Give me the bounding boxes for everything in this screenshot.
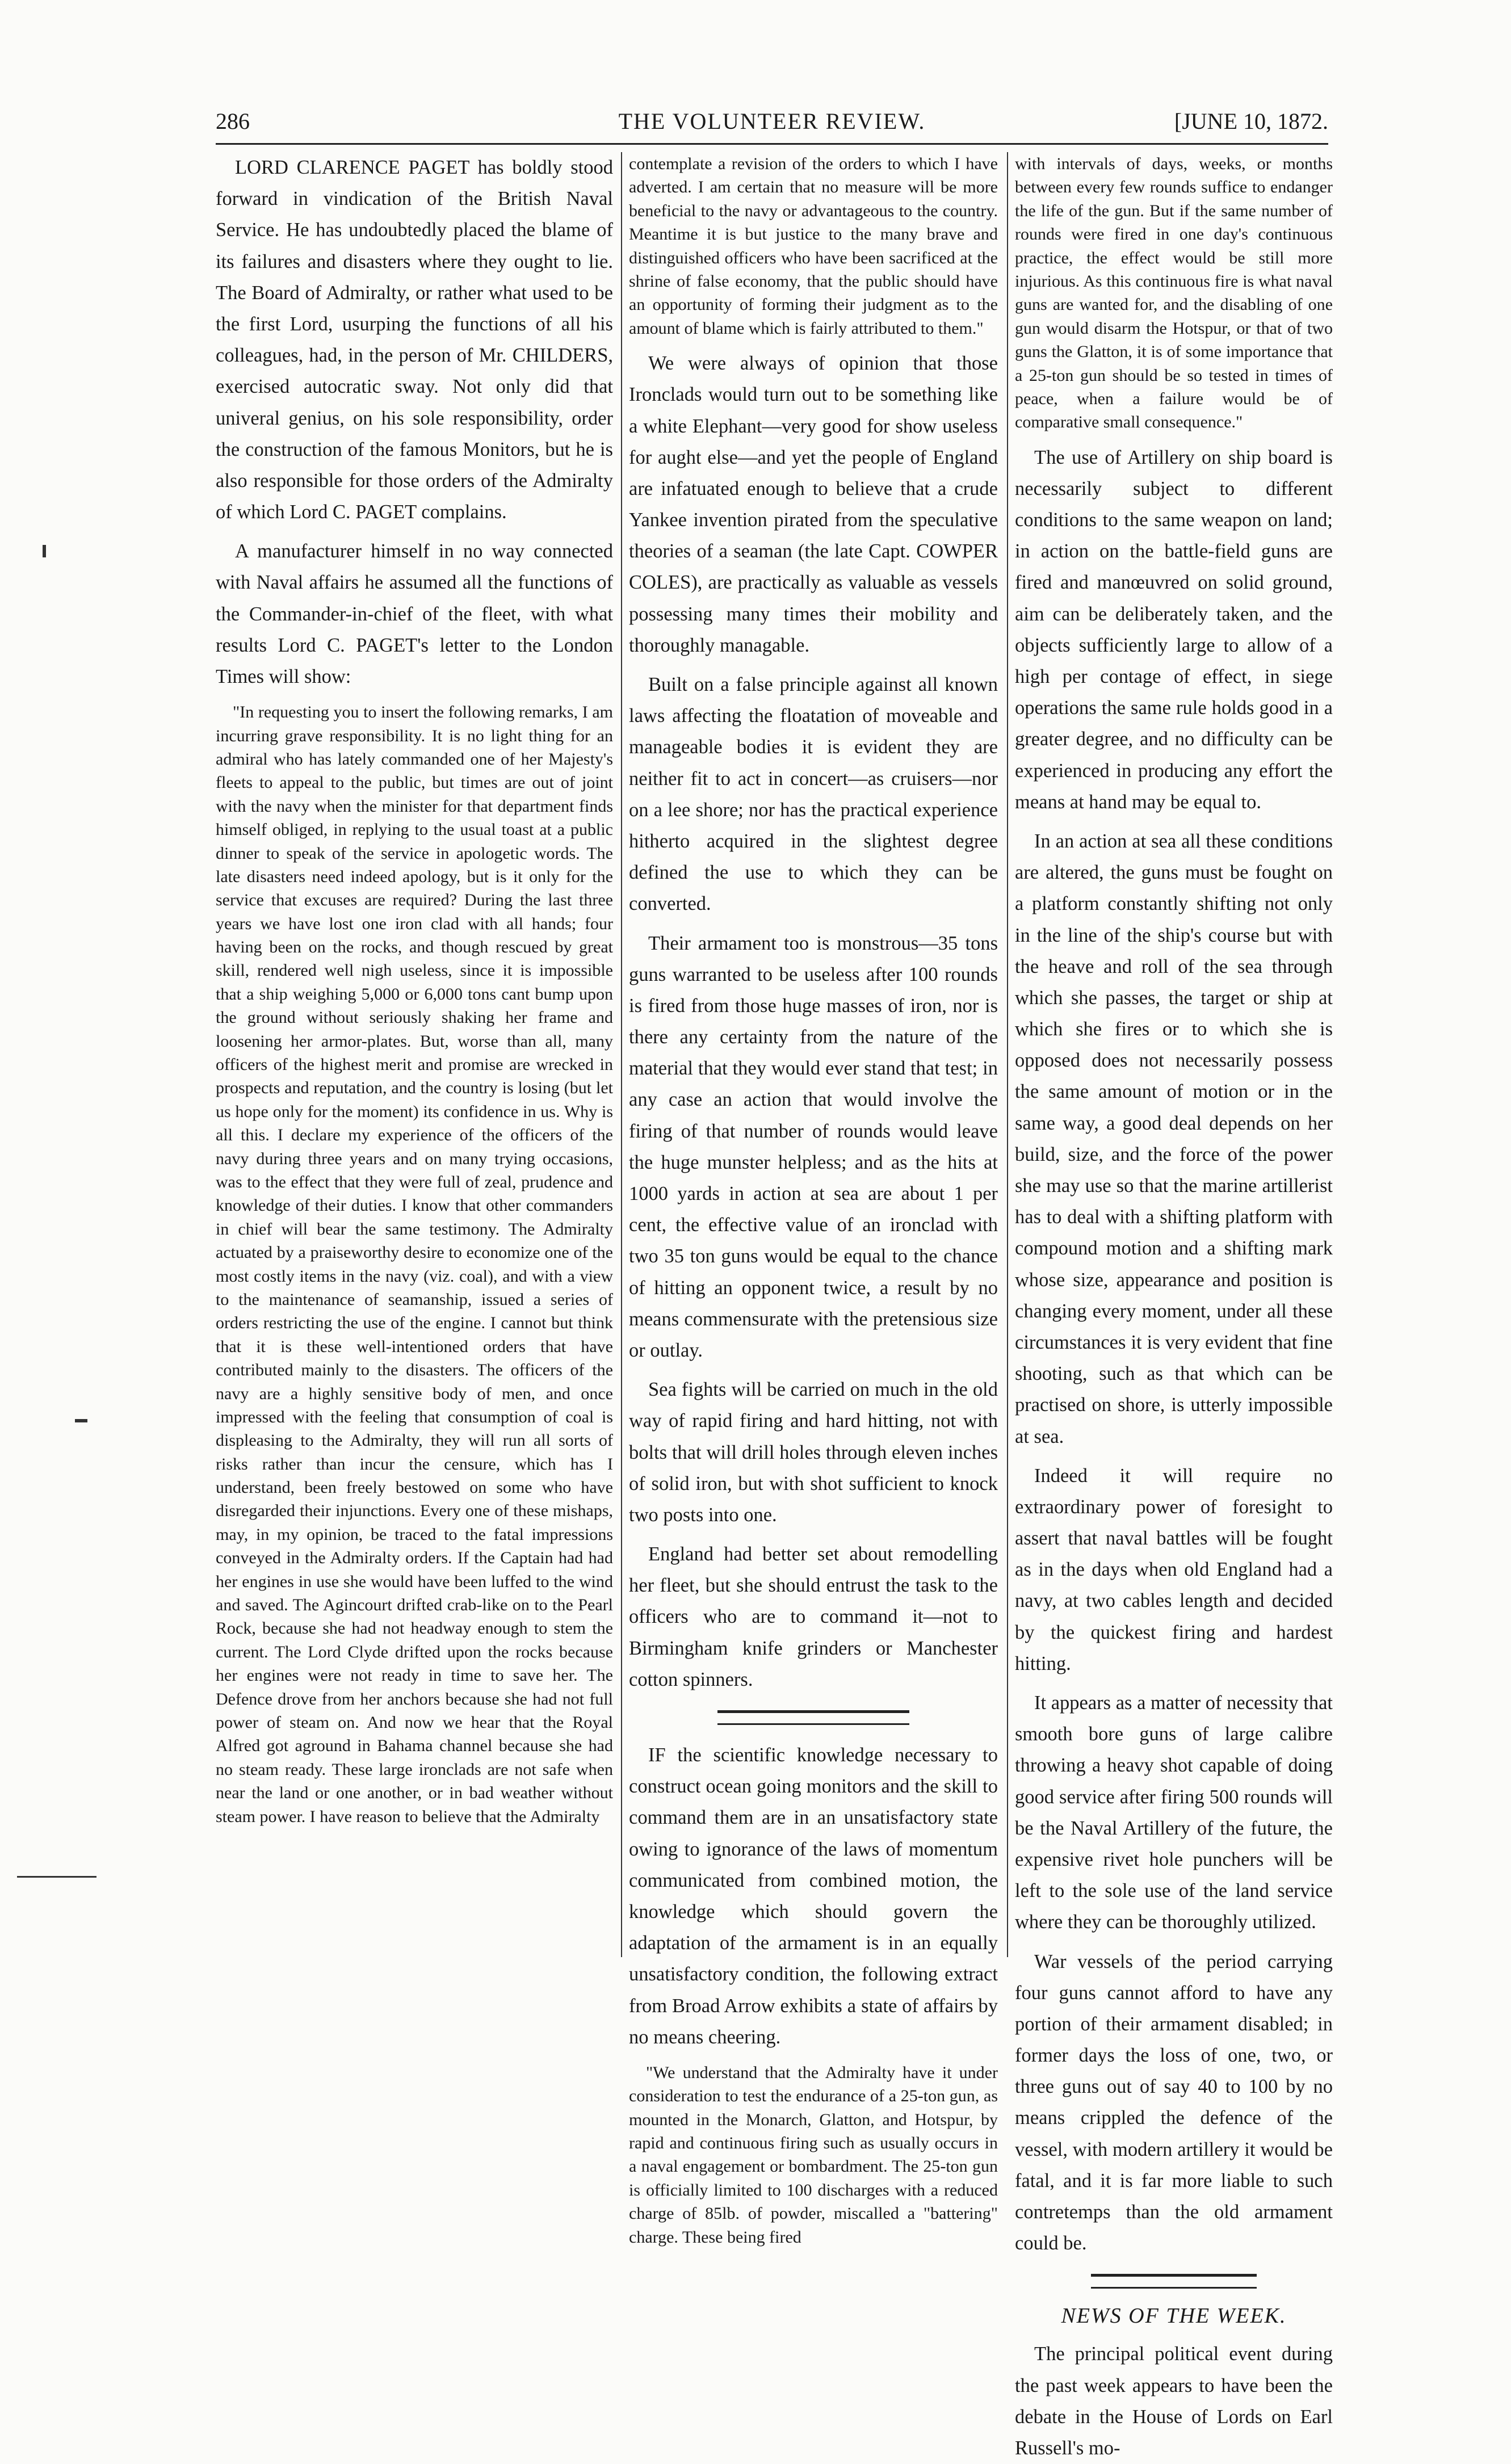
column-2	[629, 152, 998, 2247]
paragraph-war-vessels: War vessels of the period carrying four guns cannot afford to have any portion of their armament disabled; in former days the loss of one, two, or three guns out of say 40 to 100 by no means crippled the defence of the vessel, with modern artillery it would be fatal, and it is far more liable to such contretemps than the old armament could be.	[1015, 1950, 1333, 2255]
margin-mark	[75, 1419, 87, 1422]
publication-title: THE VOLUNTEER REVIEW.	[618, 108, 926, 134]
quoted-letter-continued: contemplate a revision of the orders to which I have adverted. I am certain that no measure will be more beneficial to the navy or advantageous to the country. Meantime it is but justice to the many brave and distinguished officers who have been sacrificed at the shrine of false economy, that the public should have an opportunity of forming their judgment as to the amount of blame which is fairly attributed to them."	[629, 154, 998, 338]
section-separator	[717, 1710, 909, 1725]
column-divider-2	[1007, 152, 1008, 1957]
page-header	[216, 108, 1328, 142]
paragraph-paget-intro: LORD CLARENCE PAGET has boldly stood forward in vindication of the British Naval Service. He has undoubtedly placed the blame of its failures and disasters where they ought to lie. The Board of Admiralty, or rather what used to be the first Lord, usurping the functions of all his colleagues, had, in the person of Mr. CHILDERS, exercised autocratic sway. Not only did that univeral genius, on his sole responsibility, order the construction of the famous Monitors, but he is also responsible for those orders of the Admiralty of which Lord C. PAGET complains.	[216, 157, 613, 523]
paragraph-foresight: Indeed it will require no extraordinary power of foresight to assert that naval battles will be fought as in the days when old England had a navy, at two cables length and decided by the quickest firing and hardest hitting.	[1015, 1464, 1333, 1674]
paragraph-armament: Their armament too is monstrous—35 tons guns warranted to be useless after 100 rounds is fired from those huge masses of iron, nor is there any certainty from the nature of the material that they would ever stand that test; in any case an action that would involve the firing of that number of rounds would leave the huge munster helpless; and as the hits at 1000 yards in action at sea are about 1 per cent, the effective value of an ironclad with two 35 ton guns would be equal to the chance of hitting an opponent twice, a result by no means commensurate with the pretensious size or outlay.	[629, 932, 998, 1361]
quoted-letter: "In requesting you to insert the following remarks, I am incurring grave responsibility. It is no light thing for an admiral who has lately commanded one of her Majesty's fleets to appeal to the public, but times are out of joint with the navy when the minister for that department finds himself obliged, in replying to the usual toast at a public dinner to speak of the service in apologetic words. The late disasters need indeed apology, but is it only for the service that excuses are required? During the last three years we have lost one iron clad with all hands; four having been on the rocks, and though rescued by great skill, rendered well nigh useless, since it is impossible that a ship weighing 5,000 or 6,000 tons cant bump upon the ground without seriously shaking her frame and loosening her armor-plates. But, worse than all, many officers of the highest merit and promise are wrecked in prospects and reputation, and the country is losing (but let us hope only for the moment) its confidence in us. Why is all this. I declare my experience of the officers of the navy during three years and on many trying occasions, was to the effect that they were full of zeal, prudence and knowledge of their duties. I know that other commanders in chief will bear the same testimony. The Admiralty actuated by a praiseworthy desire to economize one of the most costly items in the navy (viz. coal), and with a view to the maintenance of seamanship, issued a series of orders restricting the use of the engine. I cannot but think that it is these well-intentioned orders that have contributed mainly to the disasters. The officers of the navy are a highly sensitive body of men, and once impressed with the feeling that consumption of coal is displeasing to the Admiralty, they will run all sorts of risks rather than incur the censure, which has I understand, been freely bestowed on some who have disregarded their injunctions. Every one of these mishaps, may, in my opinion, be traced to the fatal impressions conveyed in the Admiralty orders. If the Captain had had her engines in use she would have been luffed to the wind and saved. The Agincourt drifted crab-like on to the Pearl Rock, because she had not headway enough to stem the current. The Lord Clyde drifted upon the rocks because her engines were not ready in time to save her. The Defence drove from her anchors because she had not full power of steam on. And now we hear that the Royal Alfred got aground in Bahama channel because she had no steam ready. These large ironclads are not safe when near the land or one another, or in bad weather without steam power. I have reason to believe that the Admiralty	[216, 703, 613, 1826]
paragraph-false-principle: Built on a false principle against all known laws affecting the floatation of moveable and manageable bodies it is evident they are neither fit to act in concert—as cruisers—nor on a lee shore; nor has the practical experience hitherto acquired in the slightest degree defined the use to which they can be converted.	[629, 674, 998, 915]
column-3	[1015, 152, 1333, 2459]
column-divider-1	[621, 152, 622, 1957]
header-rule	[216, 143, 1328, 145]
news-separator	[1091, 2274, 1256, 2289]
paragraph-smooth-bore: It appears as a matter of necessity that smooth bore guns of large calibre throwing a heavy shot capable of doing good service after firing 500 rounds will be the Naval Artillery of the future, the expensive rivet hole punchers will be left to the sole use of the land service where they can be thoroughly utilized.	[1015, 1692, 1333, 1933]
issue-date: [JUNE 10, 1872.	[1174, 108, 1328, 134]
paragraph-manufacturer: A manufacturer himself in no way connected with Naval affairs he assumed all the functions of the Commander-in-chief of the fleet, with what results Lord C. PAGET's letter to the London Times will show:	[216, 540, 613, 687]
paragraph-scientific-knowledge: IF the scientific knowledge necessary to construct ocean going monitors and the skill to command them are in an unsatisfactory state owing to ignorance of the laws of momentum communicated from combined motion, the knowledge which should govern the adaptation of the armament is in an equally unsatisfactory condition, the following extract from Broad Arrow exhibits a state of affairs by no means cheering.	[629, 1744, 998, 2048]
paragraph-sea-fights: Sea fights will be carried on much in the old way of rapid firing and hard hitting, not with bolts that will drill holes through eleven inches of solid iron, but with shot sufficient to knock two posts into one.	[629, 1379, 998, 1526]
page-number: 286	[216, 108, 250, 134]
margin-rule	[17, 1876, 96, 1878]
column-1	[216, 152, 613, 1954]
paragraph-action-at-sea: In an action at sea all these conditions are altered, the guns must be fought on a platform constantly shifting not only in the line of the ship's course but with the heave and roll of the sea through which she passes, the target or ship at which she fires or to which she is opposed does not necessarily possess the same amount of motion or in the same way, a good deal depends on her build, size, and the force of the power she may use so that the marine artillerist has to deal with a shifting platform with compound motion and a shifting mark whose size, appearance and position is changing every moment, under all these circumstances it is very evident that fine shooting, such as that which can be practised on shore, is utterly impossible at sea.	[1015, 830, 1333, 1447]
margin-mark	[43, 545, 46, 557]
quoted-broad-arrow: "We understand that the Admiralty have it under consideration to test the endurance of a 25-ton gun, as mounted in the Monarch, Glatton, and Hotspur, by rapid and continuous firing such as usually occurs in a naval engagement or bombardment. The 25-ton gun is officially limited to 100 discharges with a reduced charge of 85lb. of powder, miscalled a "battering" charge. These being fired	[629, 2063, 998, 2247]
paragraph-news: The principal political event during the past week appears to have been the debate in the House of Lords on Earl Russell's mo-	[1015, 2343, 1333, 2459]
news-heading: NEWS OF THE WEEK.	[1061, 2304, 1287, 2328]
paragraph-artillery-ship: The use of Artillery on ship board is necessarily subject to different conditions to the same weapon on land; in action on the battle-field guns are fired and manœuvred on solid ground, aim can be deliberately taken, and the objects sufficiently large to allow of a high per contage of effect, in siege operations the same rule holds good in a greater degree, and no difficulty can be experienced in producing any effort the means at hand may be equal to.	[1015, 446, 1333, 813]
paragraph-remodelling: England had better set about remodelling her fleet, but she should entrust the task to the officers who are to command it—not to Birmingham knife grinders or Manchester cotton spinners.	[629, 1543, 998, 1690]
paragraph-ironclads: We were always of opinion that those Ironclads would turn out to be something like a white Elephant—very good for show useless for aught else—and yet the people of England are infatuated enough to believe that a crude Yankee invention pirated from the speculative theories of a seaman (the late Capt. COWPER COLES), are practically as valuable as vessels possessing many times their mobility and thoroughly managable.	[629, 352, 998, 656]
quoted-broad-arrow-continued: with intervals of days, weeks, or months between every few rounds suffice to endanger the life of the gun. But if the same number of rounds were fired in one day's continuous practice, the effect would be still more injurious. As this continuous fire is what naval guns are wanted for, and the disabling of one gun would disarm the Hotspur, or that of two guns the Glatton, it is of some importance that a 25-ton gun should be so tested in times of peace, when a failure would be of comparative small consequence."	[1015, 154, 1333, 432]
